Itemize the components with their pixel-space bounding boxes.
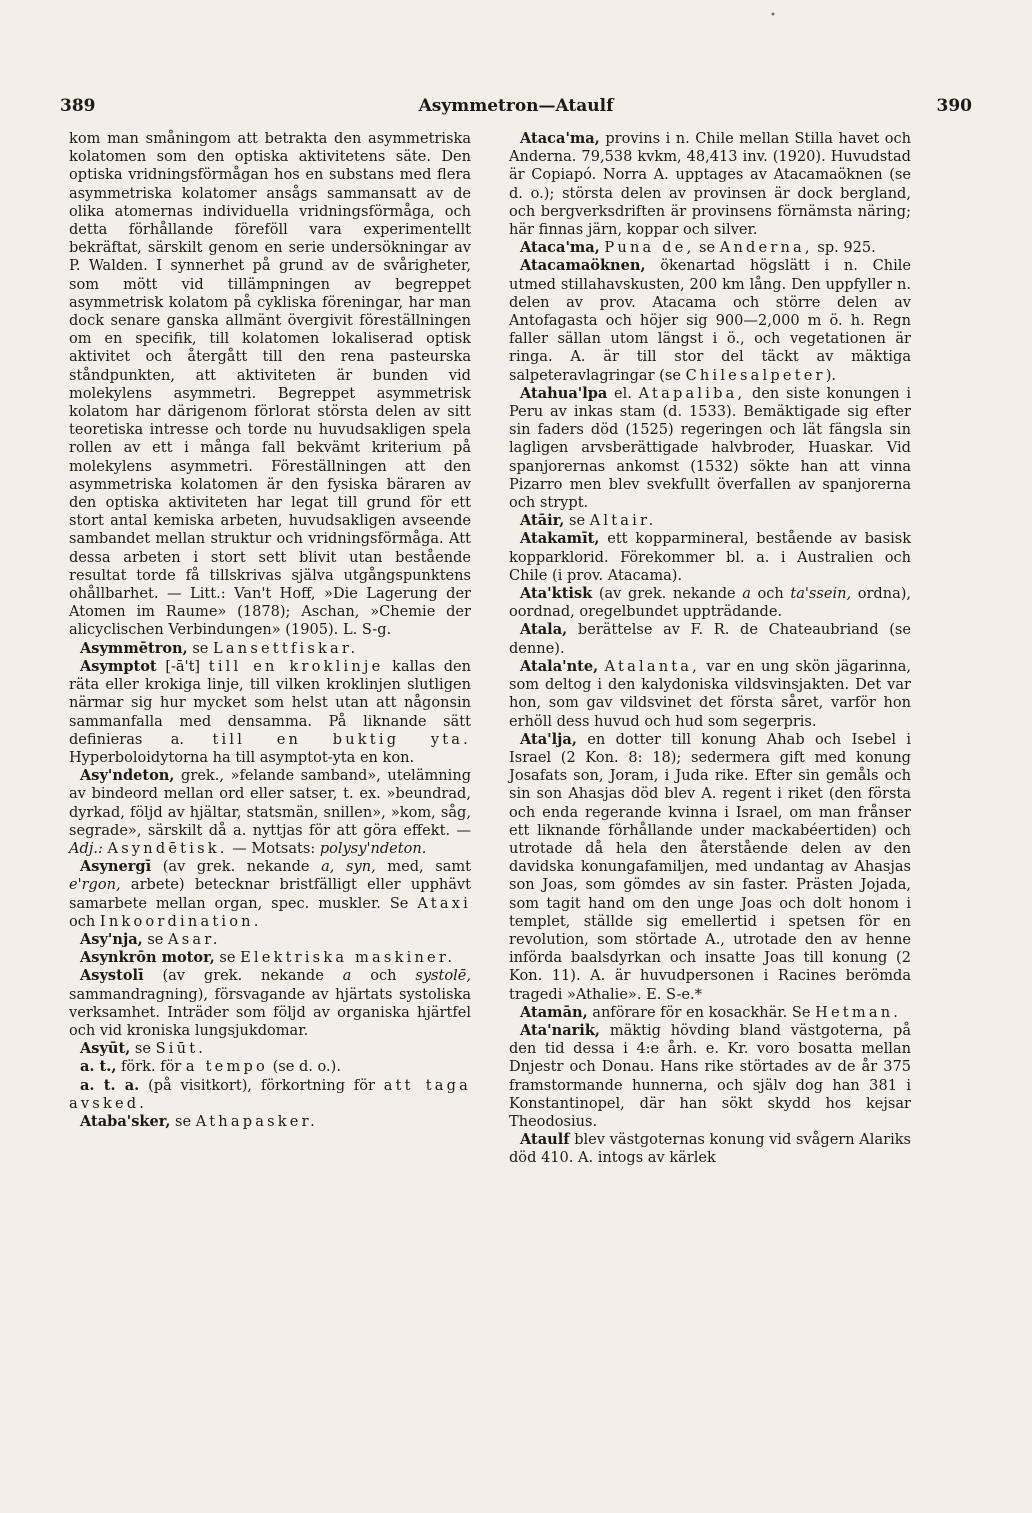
entry-asynkron-motor: Asynkrōn motor, se Elektriska maskiner. — [80, 949, 456, 967]
entry-asyndeton: Asy'ndeton, grek., »felande samband», utelämning av bindeord mellan ord eller satser, t. ex. »beundrad, dyrkad, följd av hjältar, statsmän, snillen», »kom, såg, segrade», särskilt då a. nyttjas för att göra effekt. — Adj.: Asyndētisk. — Motsats: polysy'ndeton. — [69, 767, 472, 857]
page-number-right: 390 — [936, 96, 972, 116]
entry-atalante: Atala'nte, Atalanta, var en ung skön jägarinna, som deltog i den kalydoniska vildsvinsjakten. Det var hon, som gav vildsvinet det första såret, varför hon erhöll dess huvud och hud som segerpris. — [509, 657, 912, 730]
print-mark: • — [770, 10, 776, 21]
left-column — [69, 130, 471, 1131]
entry-asyut: Asyūt, se Siūt. — [80, 1040, 207, 1058]
entry-asystoli: Asystolī (av grek. nekande a och systolē, sammandragning), försvagande av hjärtats systoliska verksamhet. Inträder som följd av organiska hjärtfel och vid kroniska lungsjukdomar. — [69, 967, 471, 1039]
entry-atanarik: Ata'narik, mäktig hövding bland västgoterna, på den tid dessa i 4:e årh. e. Kr. voro bosatta mellan Dnjestr och Donau. Hans rike störtades av de år 375 framstormande hunnerna, och själv dog han 381 i Konstantinopel, där han sökt skydd hos kejsar Theodosius. — [509, 1021, 911, 1130]
running-title: Asymmetron—Ataulf — [418, 96, 614, 116]
entry-ataulf: Ataulf blev västgoternas konung vid svågern Alariks död 410. A. intogs av kärlek — [509, 1131, 912, 1167]
entry-atala: Atala, berättelse av F. R. de Chateaubriand (se denne). — [509, 621, 911, 657]
entry-atabasker: Ataba'sker, se Athapasker. — [80, 1112, 318, 1130]
entry-a-t-a: a. t. a. (på visitkort), förkortning för att taga avsked. — [69, 1076, 471, 1112]
entry-asymmetron: Asymmētron, se Lansettfiskar. — [80, 639, 359, 657]
right-column — [509, 130, 911, 1168]
entry-a-t: a. t., förk. för a tempo (se d. o.). — [80, 1058, 341, 1076]
entry-asymptot: Asymptot [-ā't] till en kroklinje kallas den räta eller krokiga linje, till vilken kroklinjen slutligen närmar sig hur mycket som helst utan att någonsin sammanfalla med densamma. På liknande sätt definieras a. till en buktig yta. Hyperboloidytorna ha till asymptot-yta en kon. — [69, 657, 472, 766]
entry-asynja: Asy'nja, se Asar. — [80, 930, 221, 948]
entry-asymmetri-continuation: kom man småningom att betrakta den asymmetriska kolatomen som den optiska aktivitetens säte. Den optiska vridningsförmågan hos en substans med flera asymmetriska kolatomer ansågs sammansatt av de olika atomernas individuella vridningsförmåga, och detta förhållande föreföll vara experimentellt bekräftat, särskilt genom en serie undersökningar av P. Walden. I synnerhet på grund av de svårigheter, som mött vid tillämpningen av begreppet asymmetrisk kolatom på cykliska föreningar, har man dock senare ganska allmänt övergivit föreställningen om en specifik, till kolatomen lokaliserad optisk aktivitet och återgått till den rena pasteurska ståndpunkten, att aktiviteten är bunden vid molekylens asymmetri. Begreppet asymmetrisk kolatom har därigenom förlorat största delen av sitt teoretiska intresse och torde nu huvudsakligen spela rollen av ett i många fall bekvämt kriterium på molekylens asymmetri. Föreställningen att den asymmetriska kolatomen är den fysiska bäraren av den optiska aktiviteten har legat till grund för ett stort antal kemiska arbeten, huvudsakligen avseende sambandet mellan struktur och vridningsförmåga. Att dessa arbeten i stort sett blivit utan bestående resultat torde få tillskrivas själva utgångspunktens ohållbarhet. — Litt.: Van't Hoff, »Die Lagerung der Atomen im Raume» (1878); Aschan, »Chemie der alicyclischen Verbindungen» (1905). L. S-g. — [69, 130, 472, 639]
page-header — [60, 96, 972, 120]
entry-asynergi: Asynergī (av grek. nekande a, syn, med, samt e'rgon, arbete) betecknar bristfälligt eller upphävt samarbete mellan organ, spec. muskler. Se Ataxi och Inkoordination. — [69, 858, 472, 930]
entry-atacama-provins: Ataca'ma, provins i n. Chile mellan Stilla havet och Anderna. 79,538 kvkm, 48,413 inv. (1920). Huvudstad är Copiapó. Norra A. upptages av Atacamaöknen (se d. o.); största delen av provinsen är dock bergland, och bergverksdriften är provinsens förnämsta näring; här finnas järn, koppar och silver. — [509, 130, 911, 239]
entry-atalja: Ata'lja, en dotter till konung Ahab och Isebel i Israel (2 Kon. 8: 18); sedermera gift med konung Josafats son, Joram, i Juda rike. Efter sin gemåls och sin son Ahasjas död blev A. regent i riket (den första och enda regerande kvinna i Israel, om man frånser ett liknande förhållande under mackabéertiden) och utrotade då hela den återstående delen av den davidska konungafamiljen, med undantag av Ahasjas son Joas, som gömdes av sin faster. Prästen Jojada, som tagit hand om den unge Joas och dolt honom i templet, ställde sig emellertid i spetsen för en revolution, som störtade A., utrotade den av henne införda baalsdyrkan och insatte Joas till konung (2 Kon. 11). A. är huvudpersonen i Racines berömda tragedi »Athalie». E. S-e.* — [509, 730, 911, 1003]
entry-atacama-puna: Ataca'ma, Puna de, se Anderna, sp. 925. — [520, 239, 876, 257]
entry-ataman: Atamān, anförare för en kosackhär. Se Hetman. — [520, 1003, 902, 1021]
entry-atair: Atāir, se Altair. — [520, 512, 657, 530]
page-number-left: 389 — [60, 96, 96, 116]
entry-atacamaoknen: Atacamaöknen, ökenartad högslätt i n. Chile utmed stillahavskusten, 200 km lång. Den uppfyller n. delen av prov. Atacama och större delen av Antofagasta och höjer sig 900—2,000 m ö. h. Regn faller sällan utom längst i ö., och vegetationen är ringa. A. är till stor del täckt av mäktiga salpeteravlagringar (se Chilesalpeter). — [509, 257, 912, 384]
entry-atahualpa: Atahua'lpa el. Atapaliba, den siste konungen i Peru av inkas stam (d. 1533). Bemäktigade sig efter sin faders död (1525) regeringen och lät fängsla sin lagligen arvsberättigade halvbroder, Huaskar. Vid spanjorernas ankomst (1532) sökte han att vinna Pizarro men blev svekfullt överfallen av spanjorerna och strypt. — [509, 384, 911, 512]
entry-ataktisk: Ata'ktisk (av grek. nekande a och ta'ssein, ordna), oordnad, oregelbundet uppträdande. — [509, 585, 912, 621]
entry-atakamit: Atakamīt, ett kopparmineral, bestående av basisk kopparklorid. Förekommer bl. a. i Australien och Chile (i prov. Atacama). — [509, 530, 912, 584]
